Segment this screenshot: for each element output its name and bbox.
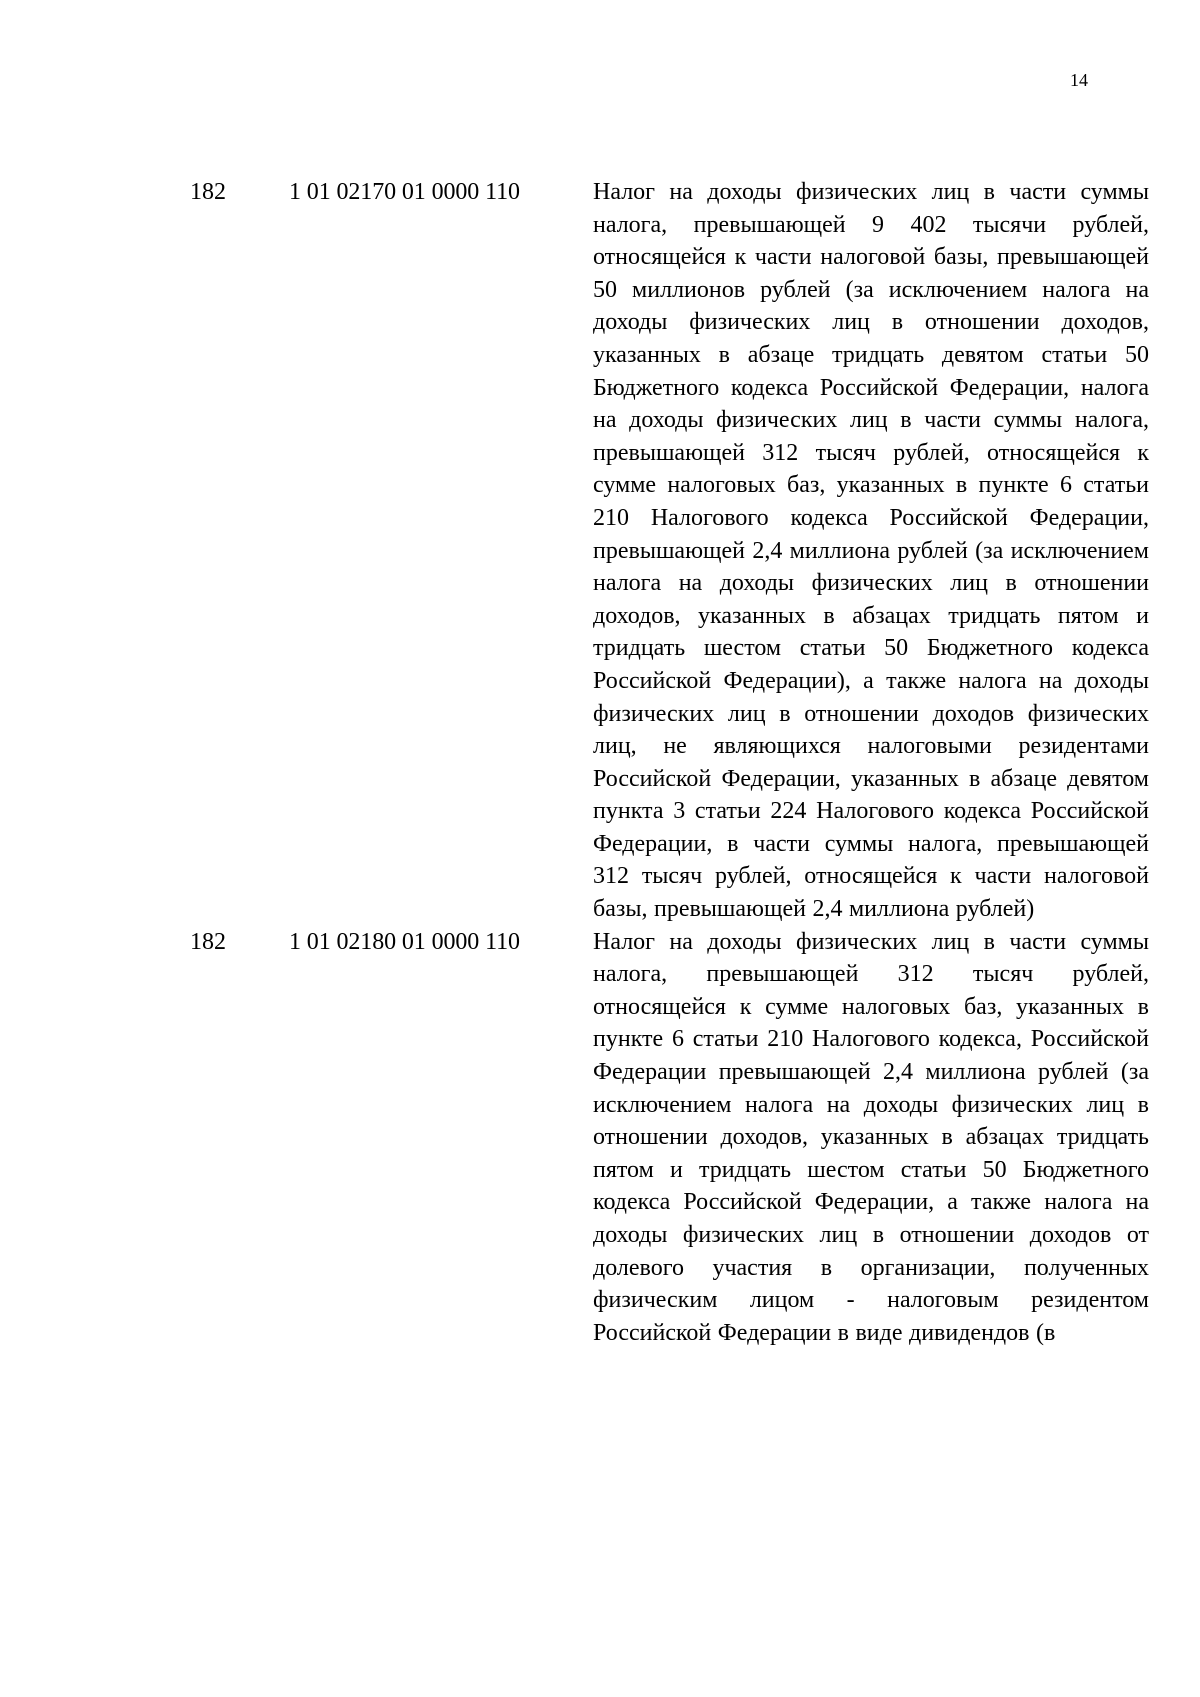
budget-classification-code: 1 01 02180 01 0000 110 bbox=[289, 928, 520, 955]
page-number: 14 bbox=[1070, 70, 1088, 90]
administrator-code: 182 bbox=[190, 928, 226, 955]
administrator-code: 182 bbox=[190, 179, 226, 205]
table-row bbox=[0, 176, 1200, 926]
table-row bbox=[0, 926, 1200, 1350]
budget-classification-table bbox=[0, 176, 1200, 1349]
budget-classification-code: 1 01 02170 01 0000 110 bbox=[289, 179, 520, 205]
income-description: Налог на доходы физических лиц в части суммы налога, превышающей 312 тысяч рублей, относящейся к сумме налоговых баз, указанных в пункте 6 статьи 210 Налогового кодекса, Российской Федерации превышающей 2,4 миллиона рублей (за исключением налога на доходы физических лиц в отношении доходов, указанных в абзацах тридцать пятом и тридцать шестом статьи 50 Бюджетного кодекса Российской Федерации, а также налога на доходы физических лиц в отношении доходов от долевого участия в организации, полученных физическим лицом - налоговым резидентом Российской Федерации в виде дивидендов (в bbox=[593, 928, 1149, 1346]
income-description: Налог на доходы физических лиц в части суммы налога, превышающей 9 402 тысячи рублей, относящейся к части налоговой базы, превышающей 50 миллионов рублей (за исключением налога на доходы физических лиц в отношении доходов, указанных в абзаце тридцать девятом статьи 50 Бюджетного кодекса Российской Федерации, налога на доходы физических лиц в части суммы налога, превышающей 312 тысяч рублей, относящейся к сумме налоговых баз, указанных в пункте 6 статьи 210 Налогового кодекса Российской Федерации, превышающей 2,4 миллиона рублей (за исключением налога на доходы физических лиц в отношении доходов, указанных в абзацах тридцать пятом и тридцать шестом статьи 50 Бюджетного кодекса Российской Федерации), а также налога на доходы физических лиц в отношении доходов физических лиц, не являющихся налоговыми резидентами Российской Федерации, указанных в абзаце девятом пункта 3 статьи 224 Налогового кодекса Российской Федерации, в части суммы налога, превышающей 312 тысяч рублей, относящейся к части налоговой базы, превышающей 2,4 миллиона рублей) bbox=[593, 179, 1149, 923]
